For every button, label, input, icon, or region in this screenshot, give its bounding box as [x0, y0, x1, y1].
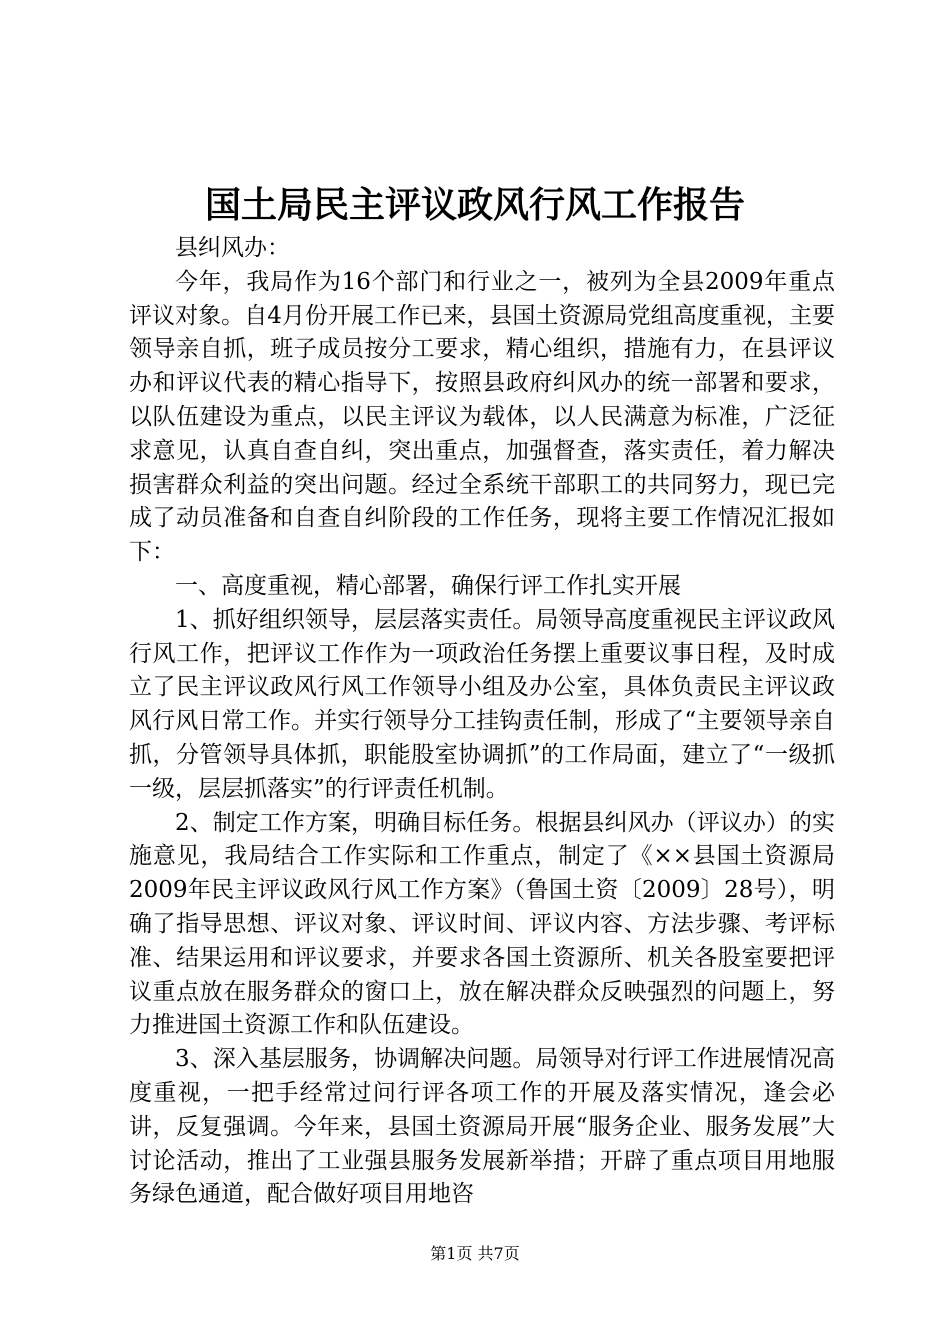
- salutation: 县纠风办：: [175, 235, 290, 261]
- page-footer: 第1页 共7页: [430, 1244, 520, 1263]
- paragraph-item-3: 3、深入基层服务，协调解决问题。局领导对行评工作进展情况高度重视，一把手经常过问行评各项工作的开展及落实情况，逢会必讲，反复强调。今年来，县国土资源局开展“服务企业、服务发展”大讨论活动，推出了工业强县服务发展新举措；开辟了重点项目用地服务绿色通道，配合做好项目用地咨: [129, 1046, 835, 1208]
- paragraph-item-2: 2、制定工作方案，明确目标任务。根据县纠风办（评议办）的实施意见，我局结合工作实际和工作重点，制定了《××县国土资源局2009年民主评议政风行风工作方案》（鲁国土资〔2009〕28号），明确了指导思想、评议对象、评议时间、评议内容、方法步骤、考评标准、结果运用和评议要求，并要求各国土资源所、机关各股室要把评议重点放在服务群众的窗口上，放在解决群众反映强烈的问题上，努力推进国土资源工作和队伍建设。: [129, 809, 835, 1039]
- paragraph-item-1: 1、抓好组织领导，层层落实责任。局领导高度重视民主评议政风行风工作，把评议工作作为一项政治任务摆上重要议事日程，及时成立了民主评议政风行风工作领导小组及办公室，具体负责民主评议政风行风日常工作。并实行领导分工挂钩责任制，形成了“主要领导亲自抓，分管领导具体抓，职能股室协调抓”的工作局面，建立了“一级抓一级，层层抓落实”的行评责任机制。: [129, 606, 835, 802]
- document-title: 国土局民主评议政风行风工作报告: [204, 184, 745, 226]
- document-body: [129, 232, 835, 1212]
- section-heading: 一、高度重视，精心部署，确保行评工作扎实开展: [175, 572, 681, 599]
- paragraph-intro: 今年，我局作为16个部门和行业之一，被列为全县2009年重点评议对象。自4月份开展工作已来，县国土资源局党组高度重视，主要领导亲自抓，班子成员按分工要求，精心组织，措施有力，在县评议办和评议代表的精心指导下，按照县政府纠风办的统一部署和要求，以队伍建设为重点，以民主评议为载体，以人民满意为标准，广泛征求意见，认真自查自纠，突出重点，加强督查，落实责任，着力解决损害群众利益的突出问题。经过全系统干部职工的共同努力，现已完成了动员准备和自查自纠阶段的工作任务，现将主要工作情况汇报如下：: [129, 268, 835, 566]
